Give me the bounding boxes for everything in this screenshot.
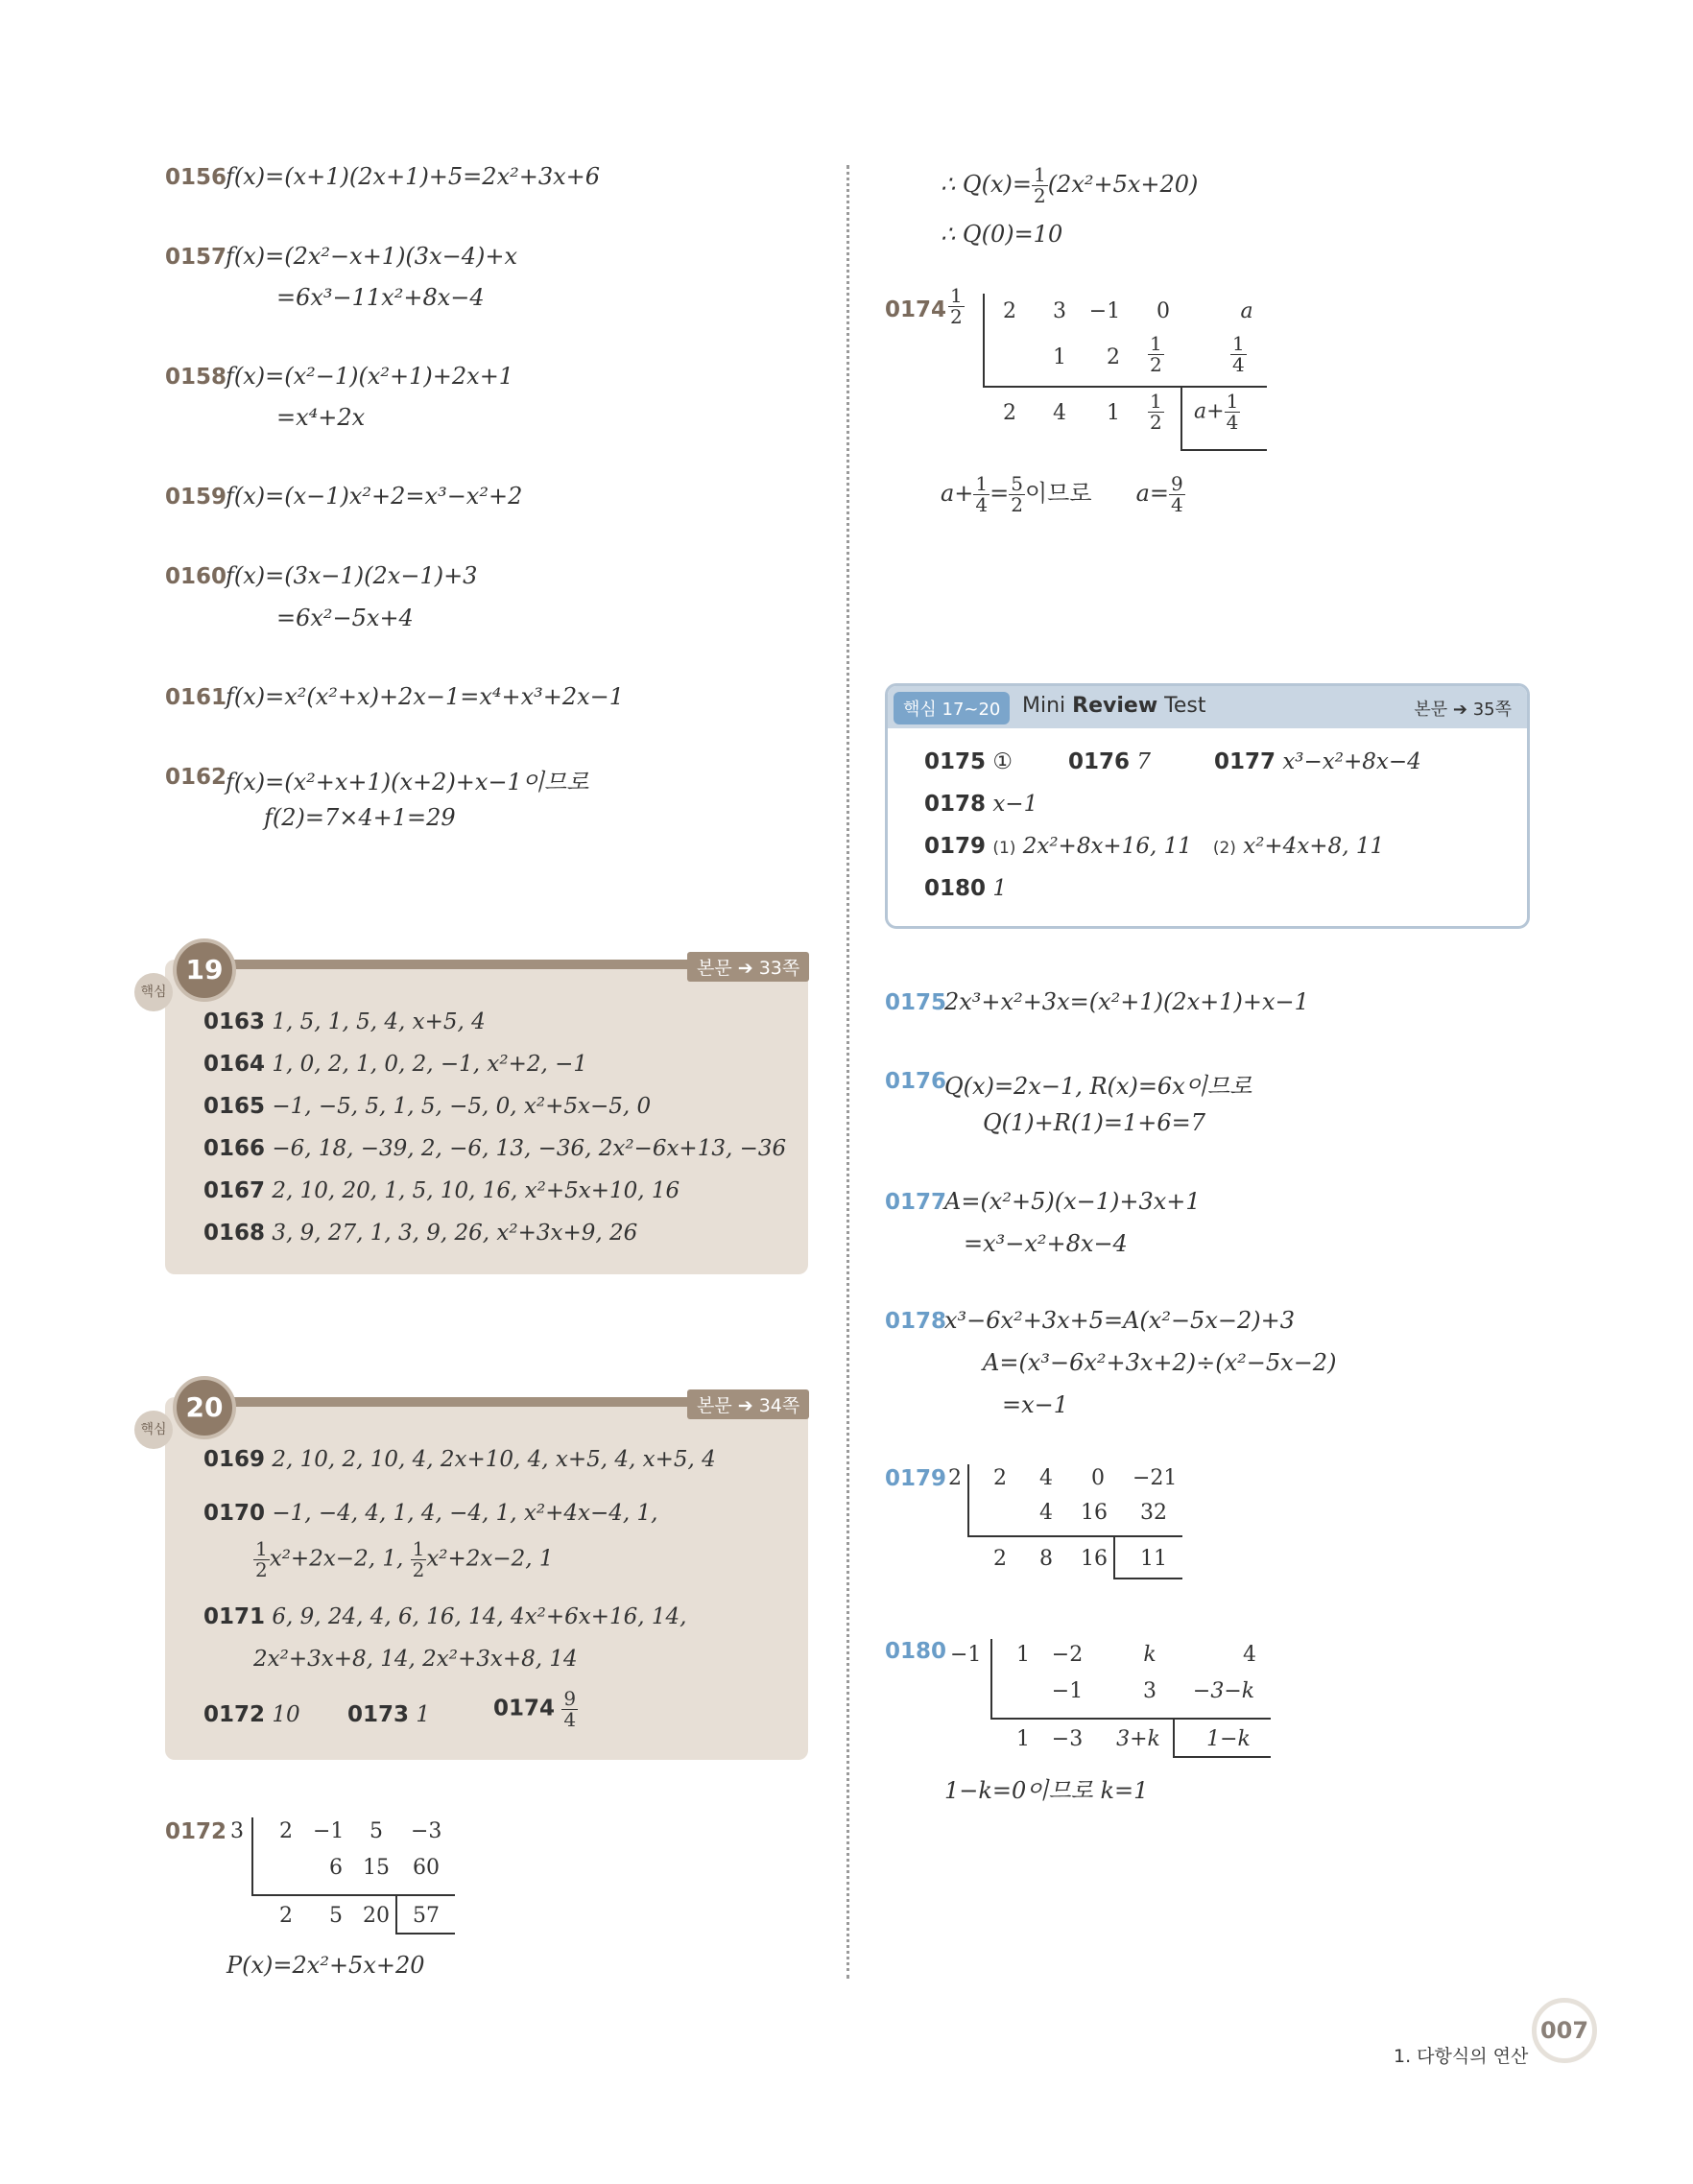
product-value [1148, 334, 1164, 375]
coefficient: a [1240, 299, 1253, 323]
answer-value: 7 [1136, 749, 1151, 774]
fraction [973, 474, 990, 515]
solution-line: ∴ Q(0)=10 [941, 221, 1063, 248]
answer-number: 0174 [493, 1696, 556, 1721]
quotient-value: 1 [1107, 401, 1120, 425]
solution-line [941, 474, 1185, 515]
numerator: 1 [1150, 332, 1162, 355]
problem-number: 0180 [885, 1639, 947, 1664]
division-bracket [251, 1817, 253, 1894]
product-value: −1 [1051, 1679, 1084, 1703]
numerator: 1 [950, 284, 963, 307]
answer-row [493, 1689, 578, 1730]
denominator: 2 [412, 1558, 425, 1581]
answer-number: 0176 [1068, 749, 1131, 774]
core-label-badge: 핵심 [134, 1411, 173, 1449]
divisor: 3 [230, 1819, 244, 1843]
denominator: 2 [1033, 184, 1046, 207]
answer-value: x²+2x−2, 1 [426, 1546, 554, 1572]
answer-number: 0173 [347, 1702, 410, 1727]
review-core-tag: 핵심 17~20 [894, 692, 1010, 724]
quotient-value: 4 [1053, 401, 1066, 425]
coefficient: 4 [1039, 1466, 1053, 1490]
solution-line: x³−6x²+3x+5=A(x²−5x−2)+3 [944, 1307, 1295, 1334]
coefficient: 1 [1016, 1643, 1030, 1667]
solution-line: 1−k=0이므로 k=1 [944, 1777, 1149, 1804]
solution-line: 2x³+x²+3x=(x²+1)(2x+1)+x−1 [944, 988, 1309, 1015]
coefficient: k [1143, 1643, 1156, 1667]
solution-line: =6x³−11x²+8x−4 [276, 284, 485, 311]
denominator: 4 [1170, 493, 1183, 516]
problem-number: 0160 [165, 564, 227, 589]
answer-value: 1, 5, 1, 5, 4, x+5, 4 [272, 1009, 486, 1034]
fraction [1225, 392, 1241, 433]
problem-number: 0162 [165, 765, 227, 790]
quotient-value: 3+k [1116, 1727, 1160, 1751]
division-bracket [967, 1464, 969, 1535]
solution-line: f(x)=(x²−1)(x²+1)+2x+1 [226, 363, 514, 390]
answer-row [924, 834, 1384, 859]
product-value: 60 [413, 1856, 440, 1880]
solution-line: f(x)=(x²+x+1)(x+2)+x−1이므로 [226, 769, 589, 795]
answer-value: x²+4x+8, 11 [1243, 834, 1385, 859]
answer-value: −1, −4, 4, 1, 4, −4, 1, x²+4x−4, 1, [272, 1501, 658, 1526]
quotient-value: 16 [1081, 1547, 1108, 1571]
answer-value: 1 [416, 1702, 430, 1727]
answer-value: 10 [272, 1702, 300, 1727]
answer-number: 0163 [203, 1009, 266, 1034]
fraction [253, 1539, 270, 1580]
answer-row [1214, 749, 1421, 774]
answer-number: 0180 [924, 876, 987, 901]
answer-value: ① [992, 749, 1013, 774]
solution-line [941, 165, 1198, 206]
coefficient: −2 [1051, 1643, 1084, 1667]
remainder-value: 57 [413, 1904, 440, 1928]
problem-number: 0175 [885, 990, 947, 1015]
coefficient: 5 [370, 1819, 383, 1843]
expression: ∴ Q(x)= [941, 171, 1032, 198]
divisor [948, 286, 965, 327]
solution-line: f(x)=(x−1)x²+2=x³−x²+2 [226, 483, 523, 510]
remainder-value [1194, 392, 1240, 433]
coefficient: 2 [1003, 299, 1016, 323]
coefficient: 2 [993, 1466, 1007, 1490]
quotient-value: 2 [993, 1547, 1007, 1571]
solution-line: =x³−x²+8x−4 [964, 1230, 1128, 1257]
product-value: −3−k [1192, 1679, 1255, 1703]
fraction [1148, 334, 1164, 375]
answer-row [203, 1221, 637, 1246]
solution-line: A=(x²+5)(x−1)+3x+1 [944, 1188, 1201, 1215]
division-line [251, 1894, 455, 1896]
quotient-value: 2 [1003, 401, 1016, 425]
denominator: 4 [975, 493, 989, 516]
coefficient: 0 [1156, 299, 1170, 323]
answer-number: 0169 [203, 1447, 266, 1472]
product-value: 4 [1039, 1501, 1053, 1525]
answer-number: 0172 [203, 1702, 266, 1727]
numerator: 1 [1226, 390, 1239, 413]
denominator: 4 [1226, 411, 1239, 434]
page-number: 007 [1532, 1998, 1597, 2063]
divisor: 2 [948, 1466, 962, 1490]
problem-number: 0177 [885, 1190, 947, 1215]
numerator: 9 [563, 1687, 577, 1710]
answer-value: −1, −5, 5, 1, 5, −5, 0, x²+5x−5, 0 [272, 1094, 652, 1119]
division-line [983, 386, 1267, 388]
divisor: −1 [950, 1643, 982, 1667]
solution-line: =6x²−5x+4 [276, 605, 414, 631]
quotient-value: 2 [279, 1904, 293, 1928]
answer-row [924, 876, 1007, 901]
fraction [948, 286, 965, 327]
solution-line: f(x)=(3x−1)(2x−1)+3 [226, 562, 478, 589]
numerator: 1 [255, 1537, 268, 1560]
remainder-value: 11 [1140, 1547, 1167, 1571]
answer-number: 0171 [203, 1604, 266, 1629]
answer-value: x−1 [992, 792, 1038, 817]
answer-value: 6, 9, 24, 4, 6, 16, 14, 4x²+6x+16, 14, [272, 1604, 687, 1629]
division-line [990, 1718, 1271, 1720]
title-part: Review [1072, 694, 1158, 718]
problem-number: 0161 [165, 685, 227, 710]
chapter-title: 1. 다항식의 연산 [1394, 2046, 1529, 2067]
numerator: 1 [975, 472, 989, 495]
answer-value: 1, 0, 2, 1, 0, 2, −1, x²+2, −1 [272, 1052, 588, 1077]
numerator: 1 [1033, 163, 1046, 186]
numerator: 1 [1232, 332, 1245, 355]
remainder-bracket [1180, 386, 1182, 449]
denominator: 2 [1011, 493, 1023, 516]
core-19-page-ref: 본문 ➔ 33쪽 [687, 952, 809, 982]
column-divider [846, 165, 849, 1979]
denominator: 4 [1232, 353, 1245, 376]
expression: = [990, 480, 1010, 507]
title-part: Mini [1022, 694, 1073, 718]
quotient-value: 5 [329, 1904, 343, 1928]
problem-number: 0158 [165, 365, 227, 390]
answer-number: 0178 [924, 792, 987, 817]
answer-row [347, 1702, 430, 1727]
remainder-line [1173, 1756, 1271, 1758]
remainder-bracket [1173, 1718, 1175, 1756]
answer-number: 0164 [203, 1052, 266, 1077]
answer-row [1068, 749, 1151, 774]
review-page-ref: 본문 ➔ 35쪽 [1414, 700, 1512, 720]
problem-number: 0172 [165, 1819, 227, 1844]
coefficient: 0 [1091, 1466, 1105, 1490]
sub-label: (1) [992, 839, 1016, 858]
answer-number: 0168 [203, 1221, 266, 1246]
answer-value: 2, 10, 2, 10, 4, 2x+10, 4, x+5, 4, x+5, 4 [272, 1447, 716, 1472]
problem-number: 0159 [165, 485, 227, 510]
quotient-value [1148, 392, 1164, 433]
coefficient: −21 [1133, 1466, 1178, 1490]
denominator: 2 [255, 1558, 268, 1581]
product-value: 16 [1081, 1501, 1108, 1525]
expression: a+ [941, 480, 974, 507]
solution-line: =x−1 [1002, 1391, 1069, 1418]
answer-value: 1 [992, 876, 1007, 901]
product-value: 32 [1140, 1501, 1167, 1525]
problem-number: 0176 [885, 1069, 947, 1094]
answer-number: 0165 [203, 1094, 266, 1119]
numerator: 5 [1011, 472, 1023, 495]
answer-row-continued [253, 1647, 578, 1672]
product-value: 6 [329, 1856, 343, 1880]
title-part: Test [1157, 694, 1206, 718]
denominator: 2 [1150, 353, 1162, 376]
remainder-line [1180, 449, 1267, 451]
core-label-badge: 핵심 [134, 973, 173, 1011]
product-value: 15 [363, 1856, 390, 1880]
answer-number: 0170 [203, 1501, 266, 1526]
coefficient: 2 [279, 1819, 293, 1843]
answer-value: 2, 10, 20, 1, 5, 10, 16, x²+5x+10, 16 [272, 1178, 680, 1203]
answer-row [203, 1501, 657, 1526]
solution-line: A=(x³−6x²+3x+2)÷(x²−5x−2) [983, 1349, 1337, 1376]
answer-number: 0167 [203, 1178, 266, 1203]
answer-row [203, 1178, 680, 1203]
answer-number: 0175 [924, 749, 987, 774]
problem-number: 0156 [165, 165, 227, 190]
answer-value: x²+2x−2, 1, [269, 1546, 411, 1572]
answer-row [203, 1604, 686, 1629]
problem-number: 0179 [885, 1466, 947, 1491]
answer-value: −6, 18, −39, 2, −6, 13, −36, 2x²−6x+13, −36 [272, 1136, 787, 1161]
solution-line: f(x)=x²(x²+x)+2x−1=x⁴+x³+2x−1 [226, 683, 625, 710]
answer-row [203, 1052, 587, 1077]
answer-row [203, 1136, 786, 1161]
expression: 이므로 [1025, 480, 1092, 507]
coefficient: −1 [1088, 299, 1121, 323]
coefficient: −1 [313, 1819, 345, 1843]
fraction [1009, 474, 1025, 515]
answer-row [924, 749, 1013, 774]
remainder-line [395, 1933, 455, 1935]
fraction [561, 1689, 578, 1730]
answer-value: 2x²+8x+16, 11 [1022, 834, 1192, 859]
remainder-bracket [1113, 1535, 1115, 1578]
numerator: 1 [1150, 390, 1162, 413]
answer-row [203, 1094, 651, 1119]
coefficient: 3 [1053, 299, 1066, 323]
expression: (2x²+5x+20) [1047, 171, 1199, 198]
review-title [1022, 694, 1205, 718]
answer-number: 0177 [1214, 749, 1276, 774]
solution-line: f(x)=(x+1)(2x+1)+5=2x²+3x+6 [226, 163, 601, 190]
problem-number: 0157 [165, 245, 227, 270]
coefficient: −3 [411, 1819, 442, 1843]
answer-row-continued [253, 1539, 554, 1580]
quotient-value: 1 [1016, 1727, 1030, 1751]
solution-line: f(x)=(2x²−x+1)(3x−4)+x [226, 243, 517, 270]
product-value: 2 [1107, 345, 1120, 369]
solution-line: Q(1)+R(1)=1+6=7 [983, 1109, 1205, 1136]
remainder-bracket [395, 1894, 397, 1933]
core-20-number-circle: 20 [173, 1376, 236, 1439]
answer-row [924, 792, 1037, 817]
fraction [1032, 165, 1048, 206]
problem-number: 0174 [885, 297, 947, 322]
fraction [1148, 392, 1164, 433]
fraction [411, 1539, 427, 1580]
answer-number: 0179 [924, 834, 987, 859]
product-value: 1 [1053, 345, 1066, 369]
core-19-number-circle: 19 [173, 938, 236, 1002]
expression: a+ [1194, 399, 1225, 424]
division-line [967, 1535, 1182, 1537]
expression: a= [1135, 480, 1169, 507]
answer-row [203, 1009, 486, 1034]
product-value [1230, 334, 1247, 375]
answer-value: 2x²+3x+8, 14, 2x²+3x+8, 14 [253, 1647, 578, 1672]
division-bracket [983, 294, 985, 386]
denominator: 4 [563, 1708, 577, 1731]
numerator: 1 [412, 1537, 425, 1560]
answer-value: x³−x²+8x−4 [1282, 749, 1421, 774]
core-20-page-ref: 본문 ➔ 34쪽 [687, 1389, 809, 1419]
fraction [1169, 474, 1185, 515]
solution-line: =x⁴+2x [276, 404, 366, 431]
solution-line: Q(x)=2x−1, R(x)=6x이므로 [944, 1073, 1252, 1100]
coefficient: 4 [1243, 1643, 1256, 1667]
division-bracket [990, 1639, 992, 1718]
fraction [1230, 334, 1247, 375]
mini-review-test-box [885, 683, 1530, 929]
answer-row [203, 1702, 300, 1727]
remainder-line [1113, 1578, 1182, 1579]
answer-value: 3, 9, 27, 1, 3, 9, 26, x²+3x+9, 26 [272, 1221, 638, 1246]
answer-number: 0166 [203, 1136, 266, 1161]
quotient-value: 20 [363, 1904, 390, 1928]
numerator: 9 [1170, 472, 1183, 495]
answer-row [203, 1447, 716, 1472]
solution-line: f(2)=7×4+1=29 [264, 804, 456, 831]
sub-label: (2) [1212, 839, 1236, 858]
denominator: 2 [1150, 411, 1162, 434]
solution-line: P(x)=2x²+5x+20 [227, 1952, 425, 1979]
quotient-value: 8 [1039, 1547, 1053, 1571]
remainder-value: 1−k [1206, 1727, 1251, 1751]
product-value: 3 [1143, 1679, 1156, 1703]
denominator: 2 [950, 305, 963, 328]
quotient-value: −3 [1051, 1727, 1084, 1751]
problem-number: 0178 [885, 1309, 947, 1334]
